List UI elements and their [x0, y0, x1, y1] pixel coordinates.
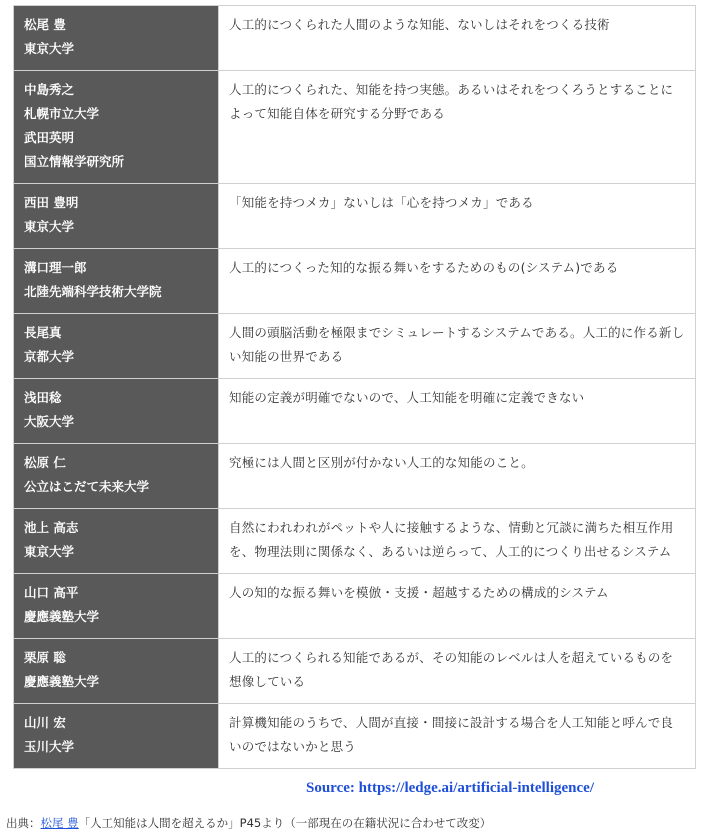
researcher-affiliation: 東京大学	[24, 41, 75, 56]
table-row	[14, 574, 696, 639]
researcher-affiliation: 慶應義塾大学	[24, 609, 100, 624]
researcher-cell	[14, 379, 219, 444]
table-row	[14, 6, 696, 71]
researcher-name: 山川 宏	[24, 715, 66, 730]
researcher-affiliation: 札幌市立大学	[24, 106, 100, 121]
definition-cell: 人工的につくられた人間のような知能、ないしはそれをつくる技術	[219, 6, 696, 71]
researcher-cell	[14, 71, 219, 184]
table-row	[14, 314, 696, 379]
researcher-cell	[14, 574, 219, 639]
researcher-name: 長尾真	[24, 325, 62, 340]
citation	[6, 815, 491, 831]
definition-cell: 人工的につくった知的な振る舞いをするためのもの(システム)である	[219, 249, 696, 314]
table-row	[14, 249, 696, 314]
author-link[interactable]: 松尾 豊	[40, 816, 79, 830]
researcher-affiliation: 玉川大学	[24, 739, 75, 754]
citation-book: 「人工知能は人間を超えるか」P45より（一部現在の在籍状況に合わせて改変）	[78, 816, 492, 830]
source-link[interactable]: Source: https://ledge.ai/artificial-intelligence/	[306, 780, 595, 796]
researcher-affiliation: 京都大学	[24, 349, 75, 364]
definition-cell: 「知能を持つメカ」ないしは「心を持つメカ」である	[219, 184, 696, 249]
table-row	[14, 184, 696, 249]
table-row	[14, 704, 696, 769]
definition-cell: 知能の定義が明確でないので、人工知能を明確に定義できない	[219, 379, 696, 444]
table-row	[14, 444, 696, 509]
researcher-cell	[14, 704, 219, 769]
researcher-cell	[14, 509, 219, 574]
researcher-name: 西田 豊明	[24, 195, 79, 210]
researcher-name: 松尾 豊	[24, 17, 66, 32]
researcher-affiliation: 国立情報学研究所	[24, 154, 125, 169]
researcher-cell	[14, 6, 219, 71]
table-row	[14, 379, 696, 444]
researcher-name: 武田英明	[24, 130, 75, 145]
researcher-cell	[14, 444, 219, 509]
researcher-name: 池上 高志	[24, 520, 79, 535]
researcher-cell	[14, 639, 219, 704]
researcher-name: 溝口理一郎	[24, 260, 87, 275]
researcher-cell	[14, 314, 219, 379]
table-row	[14, 639, 696, 704]
researcher-name: 栗原 聡	[24, 650, 66, 665]
researcher-affiliation: 東京大学	[24, 544, 75, 559]
definition-cell: 自然にわれわれがペットや人に接触するような、情動と冗談に満ちた相互作用を、物理法則に関係なく、あるいは逆らって、人工的につくり出せるシステム	[219, 509, 696, 574]
definition-cell: 計算機知能のうちで、人間が直接・間接に設計する場合を人工知能と呼んで良いのではないかと思う	[219, 704, 696, 769]
definition-cell: 人工的につくられた、知能を持つ実態。あるいはそれをつくろうとすることによって知能自体を研究する分野である	[219, 71, 696, 184]
researcher-name: 中島秀之	[24, 82, 75, 97]
researcher-name: 浅田稔	[24, 390, 62, 405]
table-row	[14, 71, 696, 184]
definition-cell: 究極には人間と区別が付かない人工的な知能のこと。	[219, 444, 696, 509]
researcher-affiliation: 東京大学	[24, 219, 75, 234]
definition-cell: 人間の頭脳活動を極限までシミュレートするシステムである。人工的に作る新しい知能の世界である	[219, 314, 696, 379]
citation-prefix: 出典：	[6, 816, 41, 830]
researcher-affiliation: 北陸先端科学技術大学院	[24, 284, 162, 299]
researcher-name: 松原 仁	[24, 455, 66, 470]
definition-cell: 人工的につくられる知能であるが、その知能のレベルは人を超えているものを想像している	[219, 639, 696, 704]
researcher-affiliation: 慶應義塾大学	[24, 674, 100, 689]
definition-cell: 人の知的な振る舞いを模倣・支援・超越するための構成的システム	[219, 574, 696, 639]
table-row	[14, 509, 696, 574]
researcher-cell	[14, 249, 219, 314]
researcher-affiliation: 大阪大学	[24, 414, 75, 429]
researcher-cell	[14, 184, 219, 249]
researcher-affiliation: 公立はこだて未来大学	[24, 479, 150, 494]
ai-definitions-table	[13, 5, 696, 769]
researcher-name: 山口 高平	[24, 585, 79, 600]
